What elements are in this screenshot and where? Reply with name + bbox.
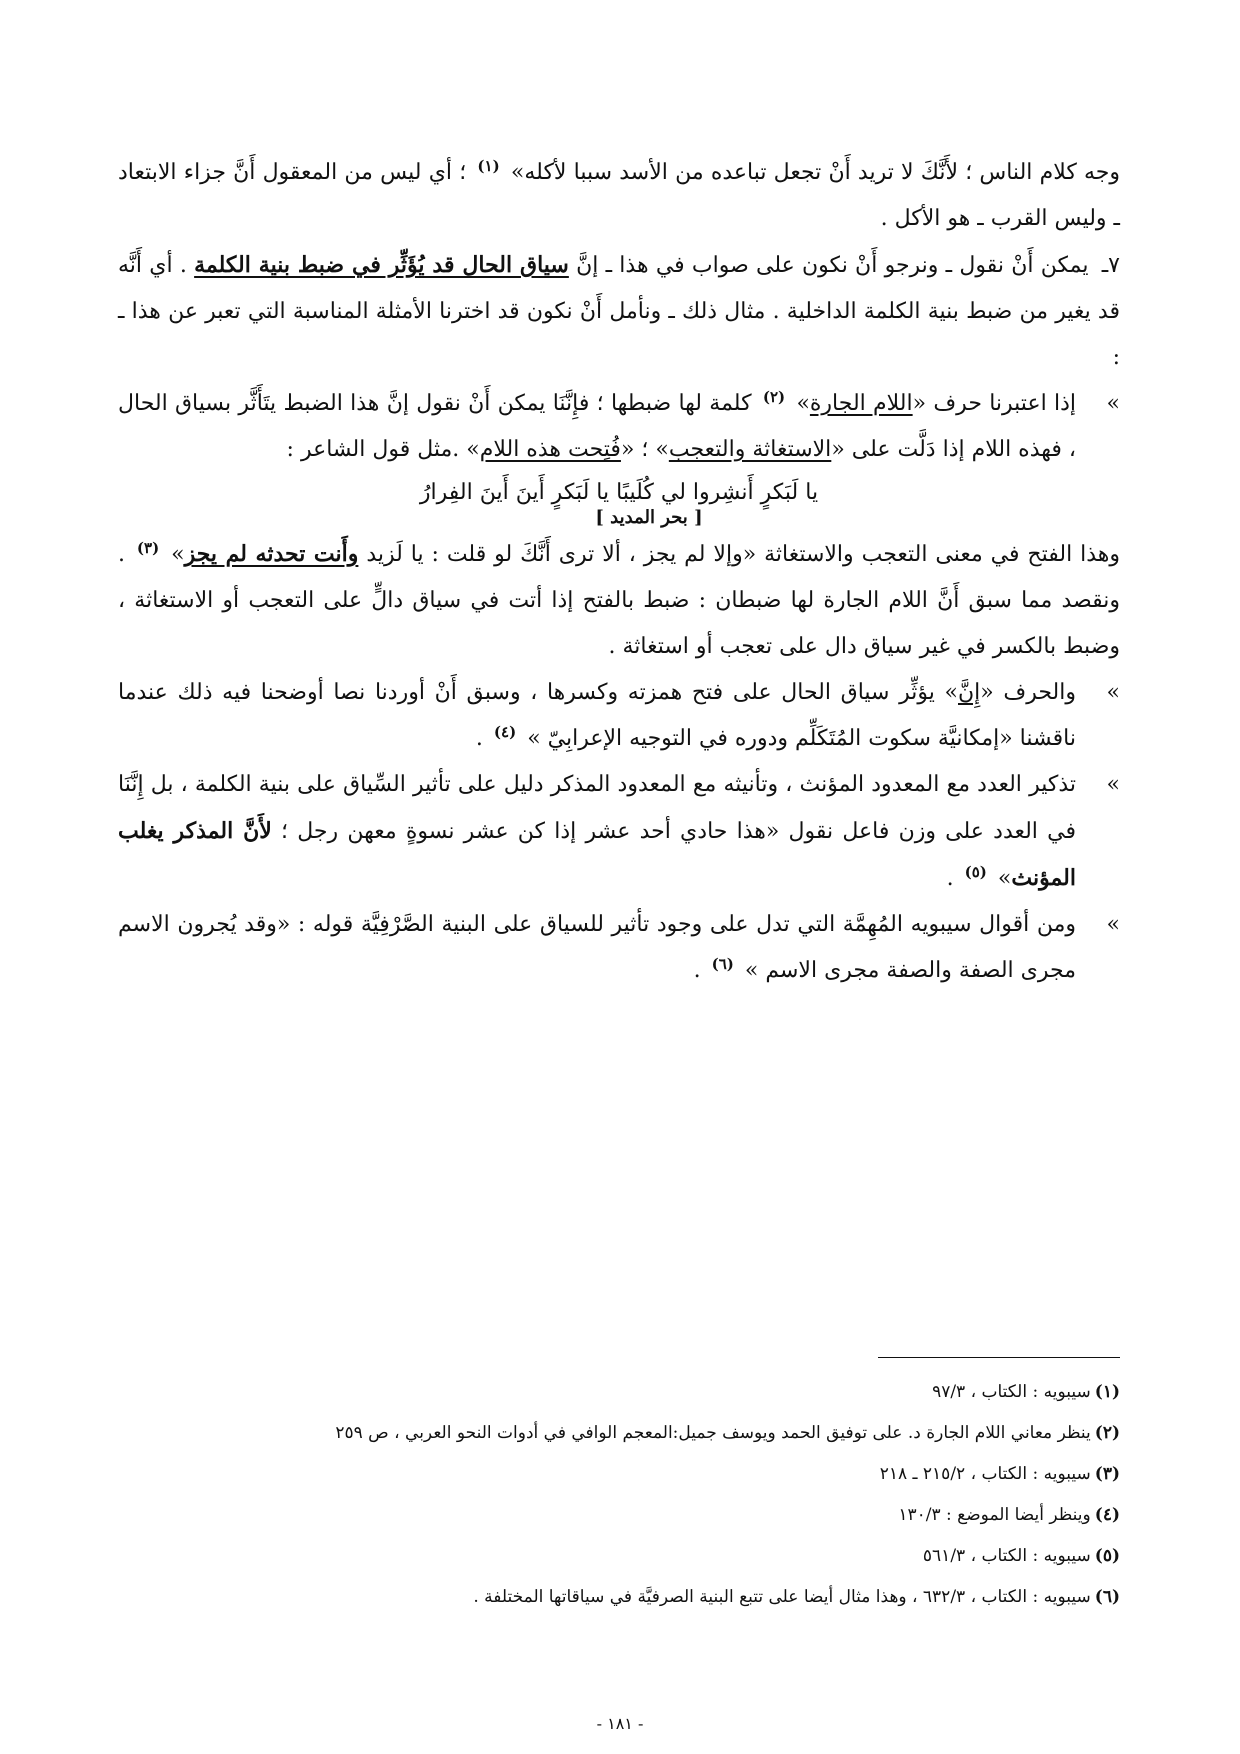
footnote-ref[interactable]: (٣) xyxy=(136,538,160,557)
bullet-icon: » xyxy=(1106,772,1120,797)
underlined-term: الاستغاثة والتعجب xyxy=(668,437,832,462)
footnote-1: (١)سيبويه : الكتاب ، ٩٧/٣ xyxy=(932,1382,1120,1402)
emphasized-thesis: سياق الحال قد يُؤَثِّر في ضبط بنية الكلمة xyxy=(194,252,569,278)
paragraph-point-7: ٧ـ يمكن أَنْ نقول ـ ونرجو أَنْ نكون على صواب في هذا ـ إنَّ سياق الحال قد يُؤَثِّر في ضبط بنية الكلمة . أي أَنَّه قد يغير من ضبط بنية الكلمة الداخلية . مثال ذلك ـ ونأمل أَنْ نكون قد اخترنا الأمثلة المناسبة التي تعبر عن هذا ـ : xyxy=(118,252,1120,370)
underlined-term: فُتِحت هذه اللام xyxy=(479,437,621,462)
footnote-ref[interactable]: (٥) xyxy=(964,862,987,881)
emphasized-phrase: وأَنت تحدثه لم يجز xyxy=(184,541,359,567)
poetry-meter: [ بحر المديد ] xyxy=(595,507,703,528)
footnote-ref[interactable]: (٦) xyxy=(711,954,734,973)
footnotes xyxy=(118,1372,1120,1618)
footnote-ref[interactable]: (١) xyxy=(477,156,500,175)
footnote-6: (٦)سيبويه : الكتاب ، ٦٣٢/٣ ، وهذا مثال أيضا على تتبع البنية الصرفيَّة في سياقاتها المختلفة . xyxy=(473,1587,1120,1607)
footnote-ref[interactable]: (٢) xyxy=(762,387,786,406)
poetry-verse: يا لَبَكرٍ أَنشِروا لي كُلَيبًا يا لَبَكرٍ أَينَ أَينَ الفِرارُ xyxy=(419,480,819,505)
page-number: - ١٨١ - xyxy=(596,1714,644,1733)
bullet-icon: » xyxy=(1106,912,1120,937)
footnote-2: (٢)ينظر معاني اللام الجارة د. على توفيق الحمد ويوسف جميل:المعجم الوافي في أدوات النحو العربي ، ص ٢٥٩ xyxy=(335,1423,1120,1443)
paragraph-explanation: وهذا الفتح في معنى التعجب والاستغاثة «وإلا لم يجز ، ألا ترى أَنَّكَ لو قلت : يا لَزيد وأَنت تحدثه لم يجز» $^{(٣)}$ . ونقصد مما سبق أَنَّ اللام الجارة لها ضبطان : ضبط بالفتح إذا أتت في سياق دالٍّ على التعجب أو الاستغاثة ، وضبط بالكسر في غير سياق دال على تعجب أو استغاثة . xyxy=(118,538,1121,659)
bullet-item-sibawayh: » ومن أقوال سيبويه المُهِمَّة التي تدل على وجود تأثير للسياق على البنية الصَّرْفِيَّة قوله : «وقد يُجرون الاسم مجرى الصفة والصفة مجرى الاسم » $^{(٦)}$ . xyxy=(118,902,1120,994)
paragraph-continuation: وجه كلام الناس ؛ لأَنَّكَ لا تريد أَنْ تجعل تباعده من الأسد سببا لأكله» $^{(١)}$ ؛ أي ليس من المعقول أَنَّ جزاء الابتعاد ـ وليس القرب ـ هو الأكل . xyxy=(118,156,1121,231)
footnote-divider xyxy=(878,1357,1120,1358)
main-text xyxy=(118,150,1120,994)
point-number: ٧ـ xyxy=(1101,253,1120,278)
footnote-3: (٣)سيبويه : الكتاب ، ٢١٥/٢ ـ ٢١٨ xyxy=(879,1464,1120,1484)
footnote-5: (٥)سيبويه : الكتاب ، ٥٦١/٣ xyxy=(922,1546,1120,1566)
underlined-term: إِنَّ xyxy=(958,680,981,705)
bullet-item-number: » تذكير العدد مع المعدود المؤنث ، وتأنيثه مع المعدود المذكر دليل على تأثير السِّياق على بنية الكلمة ، بل إِنَّنَا في العدد على وزن فاعل نقول «هذا حادي أحد عشر إذا كن عشر نسوةٍ معهن رجل ؛ لأَنَّ المذكر يغلب المؤنث» $^{(٥)}$ . xyxy=(118,762,1120,902)
bullet-icon: » xyxy=(1106,391,1120,416)
bullet-item-lam: » إذا اعتبرنا حرف «اللام الجارة» $^{(٢)}$ كلمة لها ضبطها ؛ فإِنَّنَا يمكن أَنْ نقول إنَّ هذا الضبط يتَأَثَّر بسياق الحال ، فهذه اللام إذا دَلَّت على «الاستغاثة والتعجب» ؛ «فُتِحت هذه اللام» .مثل قول الشاعر : xyxy=(118,381,1120,473)
bullet-item-inna: » والحرف «إِنَّ» يؤثِّر سياق الحال على فتح همزته وكسرها ، وسبق أَنْ أوردنا نصا أوضحنا فيه ذلك عندما ناقشنا «إمكانيَّة سكوت المُتَكَلِّم ودوره في التوجيه الإعرابِيّ » $^{(٤)}$ . xyxy=(118,670,1120,762)
emphasized-phrase: لأَنَّ المذكر يغلب المؤنث xyxy=(118,818,1076,891)
underlined-term: اللام الجارة xyxy=(809,391,913,416)
bullet-icon: » xyxy=(1106,680,1120,705)
footnote-ref[interactable]: (٤) xyxy=(493,722,517,741)
footnote-4: (٤)وينظر أيضا الموضع : ١٣٠/٣ xyxy=(898,1505,1120,1525)
